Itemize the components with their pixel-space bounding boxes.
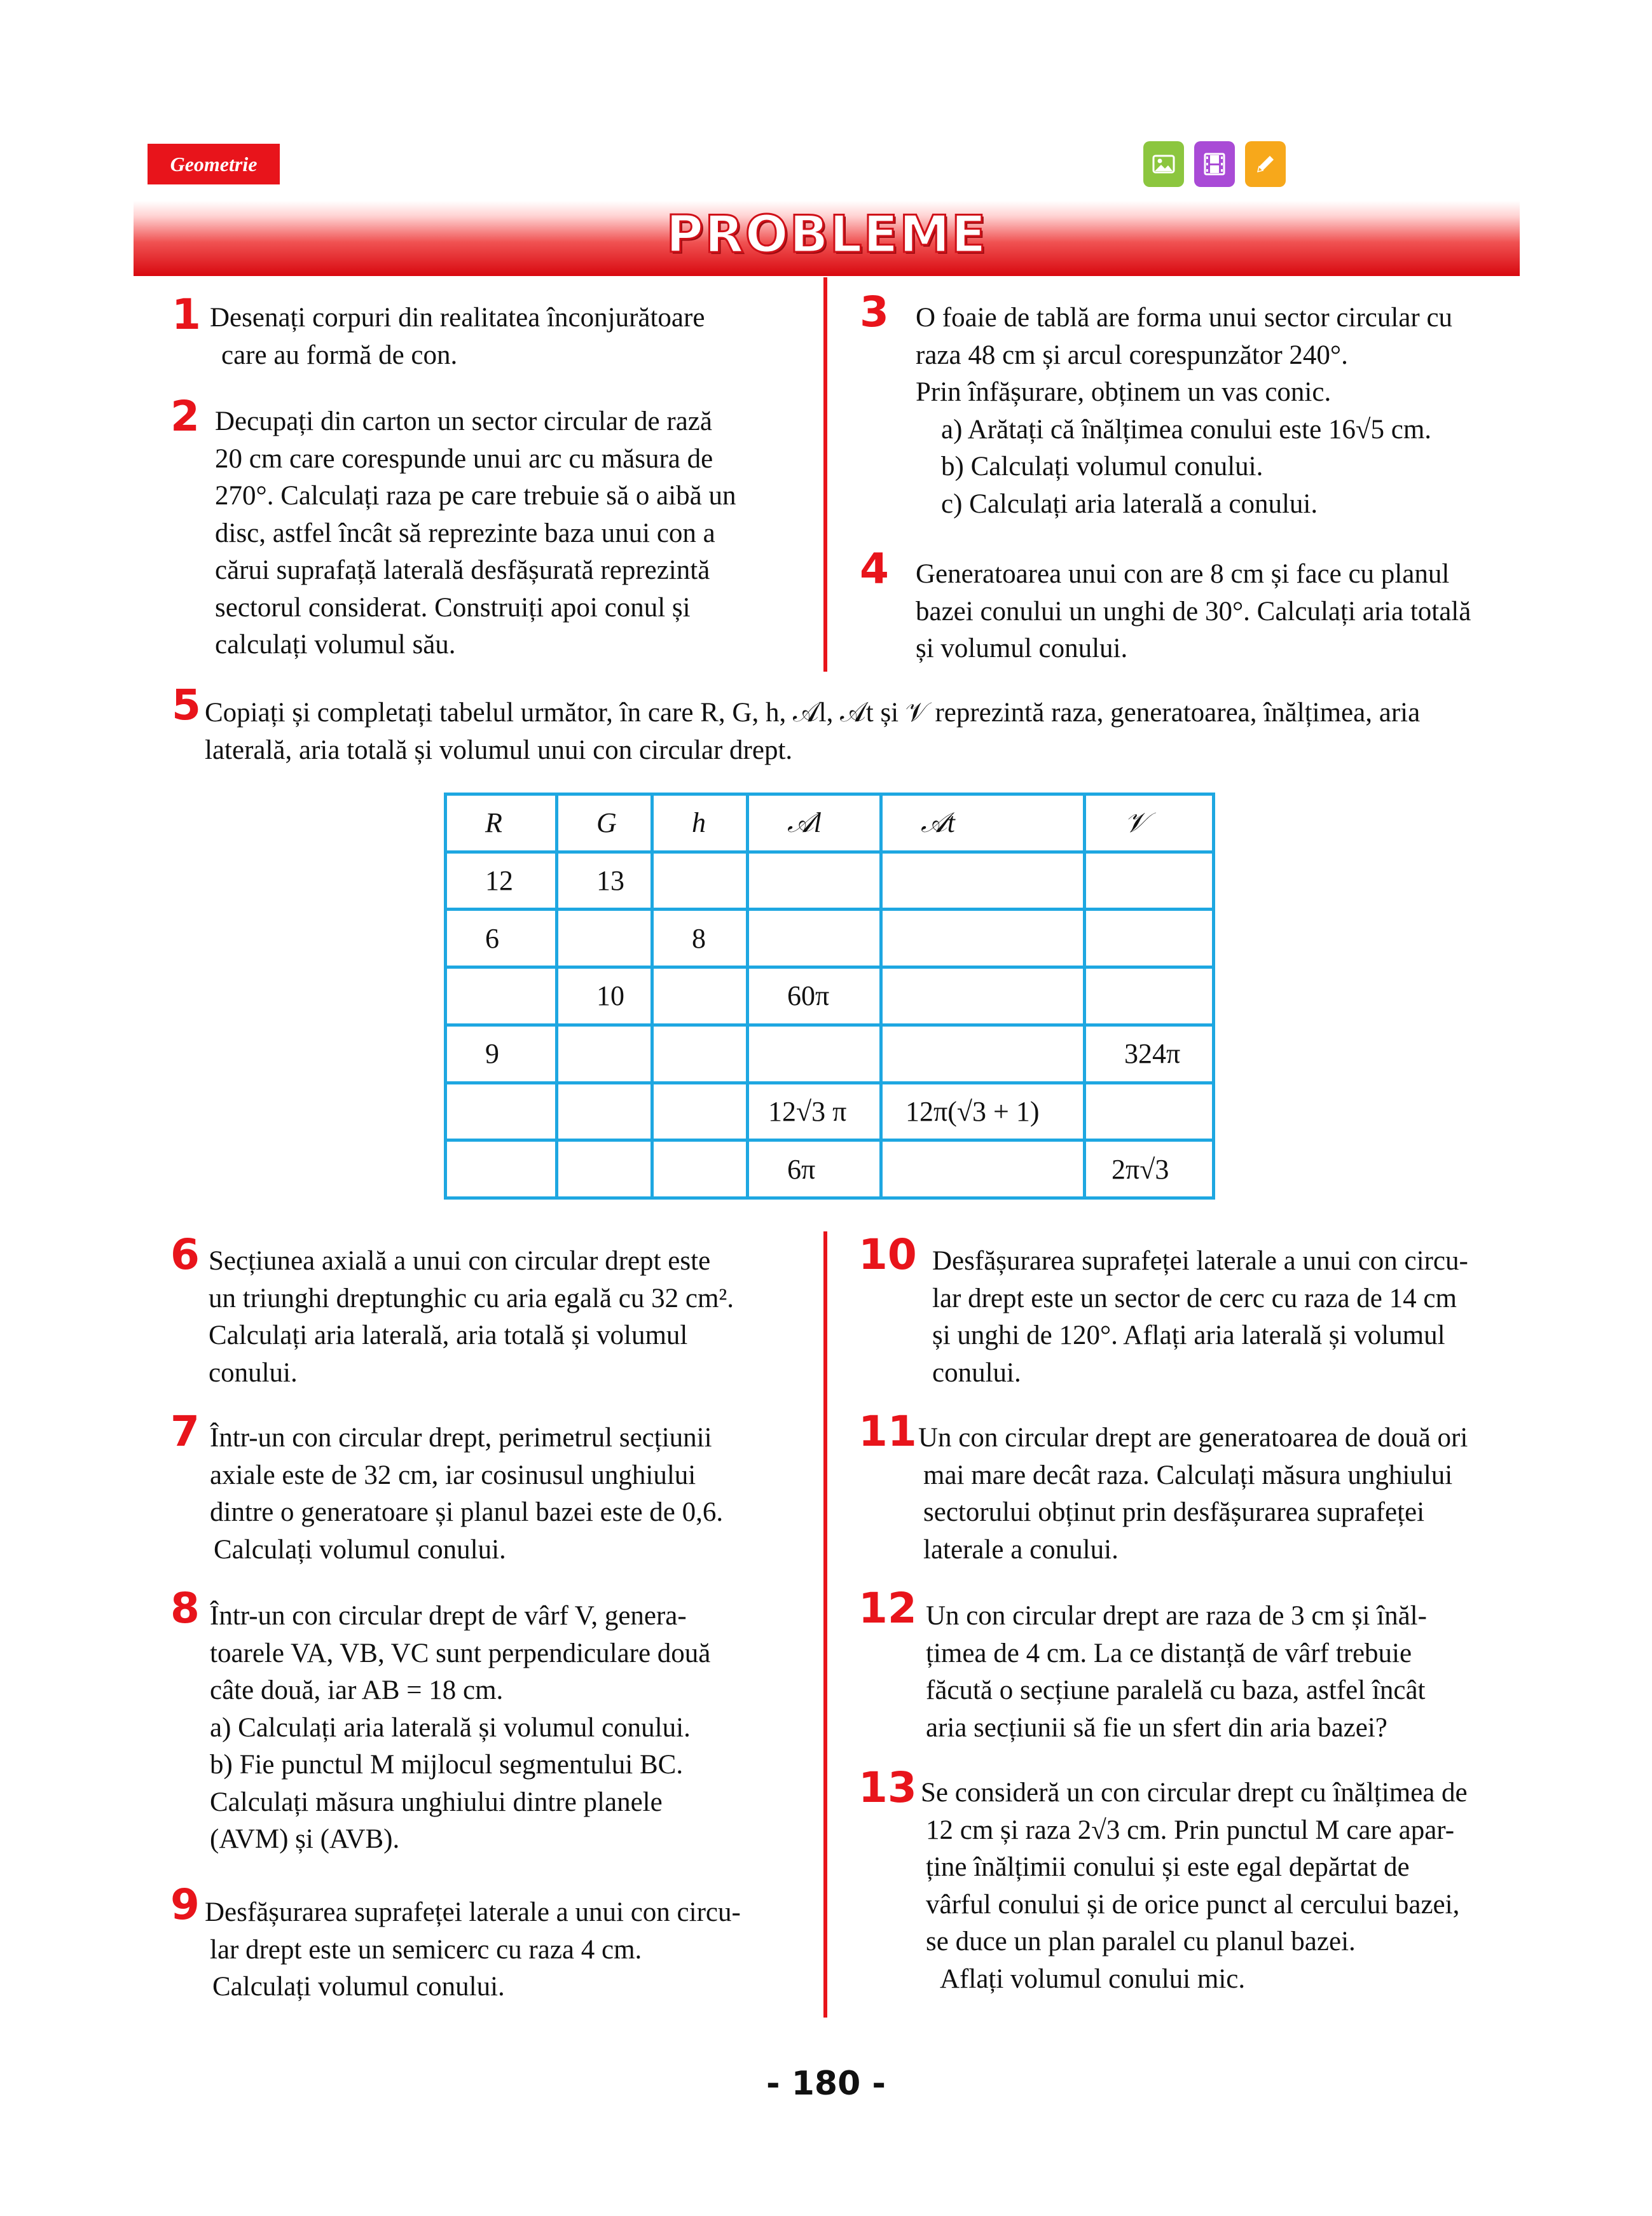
table-cell xyxy=(652,1140,748,1198)
problem-line: Secțiunea axială a unui con circular drept este xyxy=(209,1246,711,1276)
problem-number: 7 xyxy=(170,1407,200,1456)
problem-line: Un con circular drept are generatoarea de două ori xyxy=(918,1423,1468,1453)
problem-line: cărui suprafață laterală desfășurată reprezintă xyxy=(215,555,710,585)
problem-line: Calculați volumul conului. xyxy=(212,1972,505,2002)
problem-line: toarele VA, VB, VC sunt perpendiculare două xyxy=(210,1638,711,1668)
table-header-row xyxy=(446,794,1214,852)
problem-6 xyxy=(209,1243,794,1392)
table-cell xyxy=(881,852,1085,910)
table-cell: 12π(√3 + 1) xyxy=(881,1083,1085,1140)
problem-number: 1 xyxy=(172,290,201,339)
page-title: PROBLEME xyxy=(666,205,988,264)
table-row xyxy=(446,852,1214,910)
problem-line: axiale este de 32 cm, iar cosinusul unghiului xyxy=(210,1460,696,1490)
film-icon[interactable] xyxy=(1194,141,1235,187)
problem-line: Desfășurarea suprafeței laterale a unui con circu- xyxy=(205,1897,741,1927)
problem-line: c) Calculați aria laterală a conului. xyxy=(941,488,1318,519)
problem-line: Prin înfășurare, obținem un vas conic. xyxy=(916,377,1332,407)
problem-line: O foaie de tablă are forma unui sector circular cu xyxy=(916,303,1453,333)
problem-line: Copiați și completați tabelul următor, în care R, G, h, 𝒜l, 𝒜t și 𝒱 reprezintă raza, generatoarea, înălțimea, aria xyxy=(205,698,1421,728)
problem-line: raza 48 cm și arcul corespunzător 240°. xyxy=(916,340,1348,370)
table-cell: 324π xyxy=(1085,1025,1214,1083)
table-cell xyxy=(1085,967,1214,1025)
problem-line: 20 cm care corespunde unui arc cu măsura de xyxy=(215,443,713,474)
table-header-cell: R xyxy=(446,794,557,852)
problem-line: câte două, iar AB = 18 cm. xyxy=(210,1675,504,1705)
problem-line: Se consideră un con circular drept cu înălțimea de xyxy=(921,1778,1468,1808)
table-cell xyxy=(881,910,1085,967)
problem-line: a) Calculați aria laterală și volumul conului. xyxy=(210,1712,691,1743)
table-cell xyxy=(652,1083,748,1140)
problem-5 xyxy=(205,695,1527,769)
table-cell xyxy=(748,910,881,967)
table-header-cell: 𝒱 xyxy=(1085,794,1214,852)
problem-number: 11 xyxy=(858,1407,917,1456)
table-cell: 60π xyxy=(748,967,881,1025)
problem-line: Calculați volumul conului. xyxy=(214,1534,506,1565)
problem-number: 6 xyxy=(170,1230,200,1279)
section-tag: Geometrie xyxy=(148,144,280,184)
problem-7 xyxy=(210,1420,794,1569)
table-cell xyxy=(748,1025,881,1083)
table-cell xyxy=(446,1140,557,1198)
table-cell xyxy=(446,1083,557,1140)
problem-line: sectorul considerat. Construiți apoi conul și xyxy=(215,592,691,623)
problem-line: și volumul conului. xyxy=(916,634,1128,663)
problem-line: 12 cm și raza 2√3 cm. Prin punctul M care apar- xyxy=(926,1815,1455,1845)
page-number: - 180 - xyxy=(766,2065,886,2103)
problem-number: 4 xyxy=(860,544,889,593)
problem-line: Aflați volumul conului mic. xyxy=(940,1963,1246,1994)
table-cell xyxy=(881,967,1085,1025)
problem-8 xyxy=(210,1598,794,1859)
problem-3 xyxy=(916,300,1520,523)
table-cell: 6 xyxy=(446,910,557,967)
problem-line: dintre o generatoare și planul bazei este de 0,6. xyxy=(210,1497,724,1527)
table-cell: 9 xyxy=(446,1025,557,1083)
table-row xyxy=(446,1140,1214,1198)
problem-line: (AVM) și (AVB). xyxy=(210,1824,400,1854)
problem-12 xyxy=(926,1598,1520,1747)
problem-line: Un con circular drept are raza de 3 cm și înăl- xyxy=(926,1601,1427,1631)
table-cell xyxy=(557,1083,652,1140)
problem-line: vârful conului și de orice punct al cercului bazei, xyxy=(926,1889,1460,1920)
table-header-cell: h xyxy=(652,794,748,852)
table-row xyxy=(446,910,1214,967)
problem-number: 8 xyxy=(170,1584,200,1633)
problem-line: Într-un con circular drept, perimetrul secțiunii xyxy=(210,1423,712,1453)
table-row xyxy=(446,967,1214,1025)
table-cell: 8 xyxy=(652,910,748,967)
problem-line: 270°. Calculați raza pe care trebuie să o aibă un xyxy=(215,481,736,511)
problem-line: făcută o secțiune paralelă cu baza, astfel încât xyxy=(926,1675,1426,1705)
problem-13 xyxy=(921,1775,1520,1998)
problem-line: Desfășurarea suprafeței laterale a unui con circu- xyxy=(932,1246,1468,1276)
table-header-cell: 𝒜t xyxy=(881,794,1085,852)
problem-line: sectorului obținut prin desfășurarea suprafeței xyxy=(923,1497,1425,1527)
table-row xyxy=(446,1083,1214,1140)
problem-number: 10 xyxy=(858,1230,917,1279)
table-cell xyxy=(446,967,557,1025)
image-icon[interactable] xyxy=(1143,141,1184,187)
title-banner xyxy=(134,201,1520,276)
problem-10 xyxy=(932,1243,1520,1392)
problem-line: mai mare decât raza. Calculați măsura unghiului xyxy=(923,1460,1453,1490)
table-header-cell: 𝒜l xyxy=(748,794,881,852)
problem-line: a) Arătați că înălțimea conului este 16√5 cm. xyxy=(941,414,1432,445)
problem-line: ține înălțimii conului și este egal depărtat de xyxy=(926,1852,1410,1882)
problem-1 xyxy=(210,300,795,374)
table-cell xyxy=(1085,910,1214,967)
problem-line: b) Fie punctul M mijlocul segmentului BC. xyxy=(210,1750,684,1780)
table-cell xyxy=(748,852,881,910)
problem-11 xyxy=(918,1420,1520,1569)
problem-line: Desenați corpuri din realitatea înconjurătoare xyxy=(210,303,705,333)
problem-line: laterale a conului. xyxy=(923,1534,1119,1565)
table-cell xyxy=(652,1025,748,1083)
problem-line: care au formă de con. xyxy=(221,340,458,370)
table-cell: 12√3 π xyxy=(748,1083,881,1140)
problem-line: lar drept este un semicerc cu raza 4 cm. xyxy=(210,1934,642,1965)
table-cell xyxy=(557,910,652,967)
problem-line: disc, astfel încât să reprezinte baza unui con a xyxy=(215,518,715,548)
problem-4 xyxy=(916,556,1520,668)
column-divider-top xyxy=(823,277,827,672)
problem-line: calculați volumul său. xyxy=(215,630,456,660)
problem-line: b) Calculați volumul conului. xyxy=(941,452,1263,481)
problem-line: Calculați măsura unghiului dintre planele xyxy=(210,1787,663,1817)
problem-line: Generatoarea unui con are 8 cm și face cu planul xyxy=(916,559,1450,589)
problem-number: 2 xyxy=(170,392,200,441)
table-row xyxy=(446,1025,1214,1083)
column-divider-bottom xyxy=(823,1231,827,2018)
table-cell xyxy=(881,1025,1085,1083)
problem-number: 9 xyxy=(170,1880,200,1929)
problem-line: se duce un plan paralel cu planul bazei. xyxy=(926,1927,1356,1956)
problem-line: și unghi de 120°. Aflați aria laterală și volumul xyxy=(932,1320,1445,1350)
problem-line: laterală, aria totală și volumul unui con circular drept. xyxy=(205,735,793,765)
table-cell: 2π√3 xyxy=(1085,1140,1214,1198)
problem-line: conului. xyxy=(209,1357,298,1388)
problem-line: aria secțiunii să fie un sfert din aria bazei? xyxy=(926,1712,1387,1743)
pencil-icon[interactable] xyxy=(1245,141,1286,187)
table-cell xyxy=(557,1025,652,1083)
table-cell: 6π xyxy=(748,1140,881,1198)
problem-2 xyxy=(215,403,794,664)
table-cell xyxy=(557,1140,652,1198)
problem-line: conului. xyxy=(932,1357,1021,1388)
problem-number: 3 xyxy=(860,287,889,336)
table-cell xyxy=(1085,1083,1214,1140)
cone-table xyxy=(444,793,1215,1200)
problem-line: lar drept este un sector de cerc cu raza de 14 cm xyxy=(932,1283,1457,1313)
problem-line: Într-un con circular drept de vârf V, genera- xyxy=(210,1601,687,1631)
toolbar-icons xyxy=(1143,141,1286,187)
problem-number: 5 xyxy=(172,681,201,730)
problem-line: un triunghi dreptunghic cu aria egală cu 32 cm². xyxy=(209,1283,734,1313)
problem-line: țimea de 4 cm. La ce distanță de vârf trebuie xyxy=(926,1638,1412,1668)
table-cell xyxy=(652,967,748,1025)
problem-line: Calculați aria laterală, aria totală și volumul xyxy=(209,1320,688,1350)
problem-line: Decupați din carton un sector circular de rază xyxy=(215,406,712,436)
table-cell xyxy=(652,852,748,910)
table-cell xyxy=(881,1140,1085,1198)
problem-9 xyxy=(205,1894,794,2006)
table-header-cell: G xyxy=(557,794,652,852)
table-cell: 10 xyxy=(557,967,652,1025)
problem-number: 13 xyxy=(858,1763,917,1812)
problem-line: bazei conului un unghi de 30°. Calculați aria totală xyxy=(916,596,1471,627)
table-cell: 12 xyxy=(446,852,557,910)
problem-number: 12 xyxy=(858,1584,917,1633)
table-cell: 13 xyxy=(557,852,652,910)
table-cell xyxy=(1085,852,1214,910)
